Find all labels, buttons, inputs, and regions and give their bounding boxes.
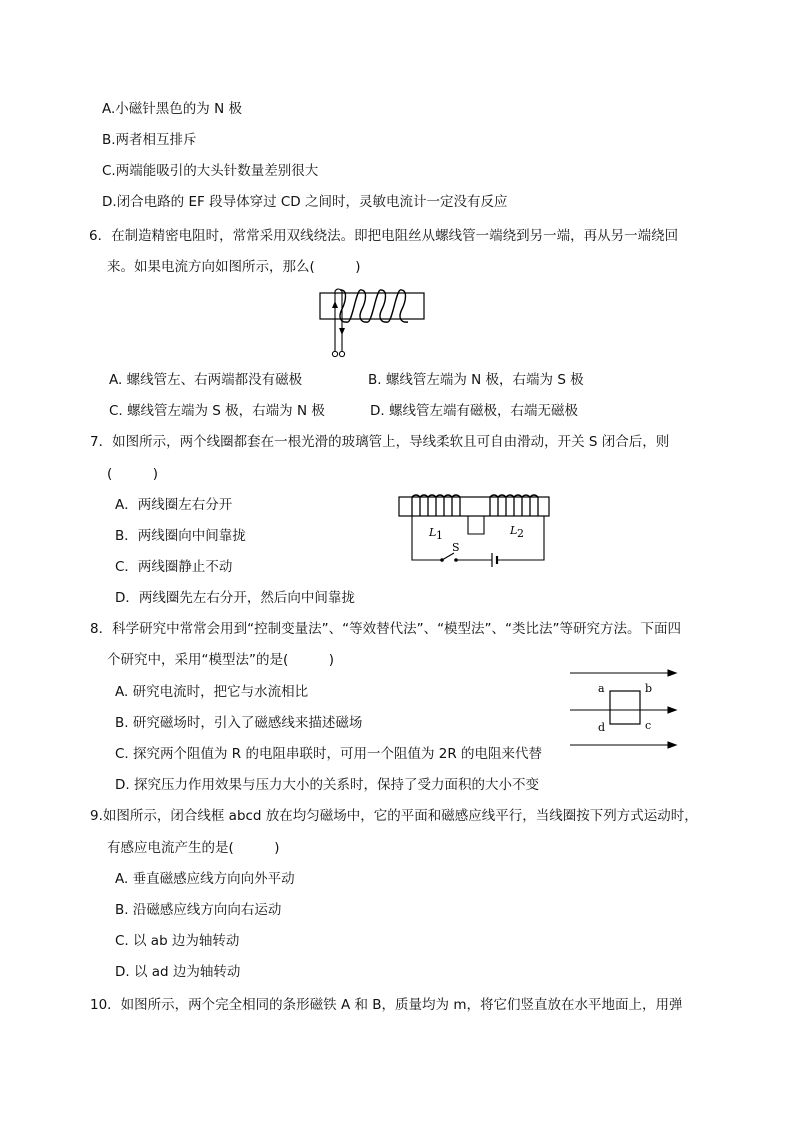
current-arrow-down [339, 328, 345, 335]
q7-stem-line1: 7．如图所示，两个线圈都套在一根光滑的玻璃管上，导线柔软且可自由滑动，开关 S 闭合后，则 [90, 434, 670, 450]
solenoid-winding [340, 290, 408, 322]
q6-option-b: B. 螺线管左端为 N 极，右端为 S 极 [368, 372, 584, 388]
q8-option-c: C. 探究两个阻值为 R 的电阻串联时，可用一个阻值为 2R 的电阻来代替 [115, 746, 543, 762]
connecting-wire [460, 516, 490, 534]
current-arrow-up [332, 301, 338, 308]
label-l1: L [429, 526, 437, 539]
q8-stem-line2: 个研究中，采用“模型法”的是( ) [107, 652, 335, 668]
q7-option-b: B．两线圈向中间靠拢 [115, 528, 246, 544]
q9-stem-line1: 9.如图所示，闭合线框 abcd 放在均匀磁场中，它的平面和磁感应线平行，当线圈按下列方式运动时， [90, 808, 698, 824]
q5-option-a: A.小磁针黑色的为 N 极 [102, 101, 242, 117]
q9-option-d: D. 以 ad 边为轴转动 [115, 964, 241, 980]
q8-option-b: B. 研究磁场时，引入了磁感线来描述磁场 [115, 715, 363, 731]
q6-option-c: C. 螺线管左端为 S 极，右端为 N 极 [109, 403, 325, 419]
q9-option-a: A. 垂直磁感应线方向向外平动 [115, 871, 295, 887]
label-l1-sub: 1 [436, 529, 443, 542]
q9-magnetic-field-figure [568, 665, 680, 753]
q9-stem-line2: 有感应电流产生的是( ) [107, 840, 280, 856]
switch-blade [442, 553, 454, 560]
q7-option-c: C．两线圈静止不动 [115, 559, 233, 575]
terminal-left [332, 351, 337, 356]
q7-option-d: D．两线圈先左右分开，然后向中间靠拢 [115, 590, 355, 606]
q9-option-b: B. 沿磁感应线方向向右运动 [115, 902, 282, 918]
label-a: a [598, 682, 605, 695]
coil-l1 [412, 495, 460, 516]
wire-frame-abcd [610, 691, 640, 724]
label-b: b [645, 682, 653, 695]
label-switch: S [452, 541, 460, 554]
q7-option-a: A．两线圈左右分开 [115, 497, 233, 513]
q5-option-b: B.两者相互排斥 [102, 132, 197, 148]
q6-option-a: A. 螺线管左、右两端都没有磁极 [109, 372, 303, 388]
label-d: d [598, 721, 606, 734]
q9-option-c: C. 以 ab 边为轴转动 [115, 933, 240, 949]
terminal-right [339, 351, 344, 356]
q8-stem-line1: 8．科学研究中常常会用到“控制变量法”、“等效替代法”、“模型法”、“类比法”等研究方法。下面四 [90, 621, 682, 637]
q6-stem-line1: 6．在制造精密电阻时，常常采用双线绕法。即把电阻丝从螺线管一端绕到另一端，再从另一端绕回 [89, 228, 679, 244]
q8-option-d: D. 探究压力作用效果与压力大小的关系时，保持了受力面积的大小不变 [115, 777, 539, 793]
q6-stem-line2: 来。如果电流方向如图所示，那么( ) [107, 259, 361, 275]
q7-stem-line2: ( ) [107, 466, 159, 482]
q10-stem-line1: 10．如图所示，两个完全相同的条形磁铁 A 和 B，质量均为 m，将它们竖直放在水平地面上，用弹 [90, 997, 683, 1013]
label-c: c [645, 719, 652, 732]
q6-option-d: D. 螺线管左端有磁极，右端无磁极 [370, 403, 578, 419]
glass-tube [399, 497, 549, 516]
label-l2: L [510, 524, 518, 537]
q5-option-d: D.闭合电路的 EF 段导体穿过 CD 之间时，灵敏电流计一定没有反应 [102, 194, 508, 210]
q8-option-a: A. 研究电流时，把它与水流相比 [115, 684, 309, 700]
label-l2-sub: 2 [517, 527, 524, 540]
q7-coils-figure [396, 492, 554, 567]
coil-l2 [490, 495, 538, 516]
q5-option-c: C.两端能吸引的大头针数量差别很大 [102, 163, 319, 179]
q6-solenoid-figure [318, 287, 428, 363]
